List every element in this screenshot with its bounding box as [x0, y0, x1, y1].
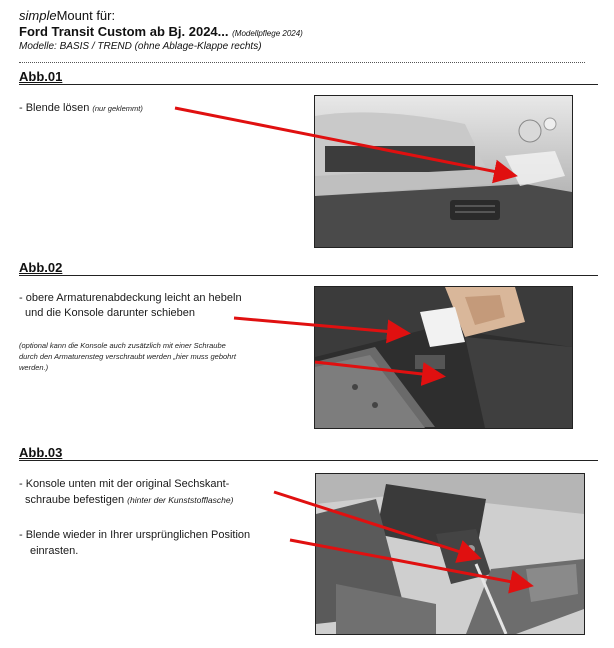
abb02-optional-line2: durch den Armaturensteg verschraubt werden „hier muss gebohrt	[19, 352, 236, 361]
section-rule-abb03	[19, 460, 598, 461]
abb03-step2-line1: - Blende wieder in Ihrer ursprünglichen Position	[19, 529, 251, 541]
header-divider	[19, 62, 585, 63]
abb03-step1-line2: schraube befestigen	[25, 494, 125, 506]
abb02-step-line1: - obere Armaturenabdeckung leicht an hebeln	[19, 292, 242, 304]
photo-abb01-illustration	[315, 96, 572, 247]
abb01-step-note: (nur geklemmt)	[92, 104, 143, 113]
photo-abb03-illustration	[316, 474, 584, 634]
abb01-step-text: - Blende lösen	[19, 102, 90, 114]
abb03-step1-line2-wrap	[25, 493, 233, 508]
section-title-abb03: Abb.03	[19, 445, 63, 460]
photo-abb03	[315, 473, 585, 635]
section-rule-abb01	[19, 84, 598, 85]
brand-suffix: Mount für:	[56, 8, 116, 23]
abb03-step1-note: (hinter der Kunststofflasche)	[127, 495, 234, 505]
section-title-abb01: Abb.01	[19, 69, 63, 84]
brand-line	[19, 8, 115, 23]
models-line: Modelle: BASIS / TREND (ohne Ablage-Klappe rechts)	[19, 41, 262, 52]
photo-abb01	[314, 95, 573, 248]
abb01-step	[19, 101, 143, 116]
abb02-optional-line1: (optional kann die Konsole auch zusätzlich mit einer Schraube	[19, 341, 226, 350]
title-note: (Modellpflege 2024)	[232, 29, 303, 38]
section-title-abb02: Abb.02	[19, 260, 63, 275]
document-title	[19, 24, 303, 42]
photo-abb02	[314, 286, 573, 429]
photo-abb02-illustration	[315, 287, 572, 428]
abb03-step2-line2: einrasten.	[30, 545, 79, 557]
title-text: Ford Transit Custom ab Bj. 2024...	[19, 24, 229, 39]
brand-prefix: simple	[19, 8, 57, 23]
abb02-step-line2: und die Konsole darunter schieben	[25, 307, 196, 319]
abb03-step1-line1: - Konsole unten mit der original Sechskant-	[19, 478, 230, 490]
section-rule-abb02	[19, 275, 598, 276]
abb02-optional-line3: werden.)	[19, 363, 49, 372]
